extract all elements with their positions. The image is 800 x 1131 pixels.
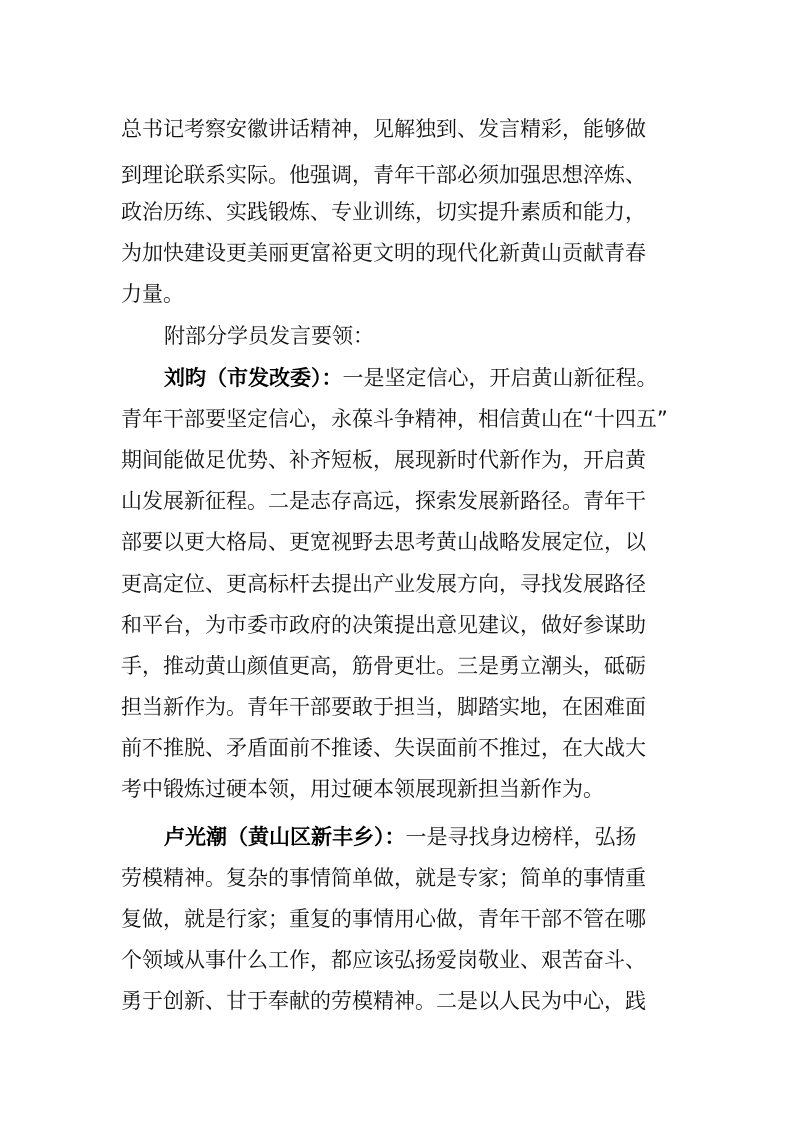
appendix-heading: 附部分学员发言要领： [164,324,374,348]
paragraph-line: 到理论联系实际。他强调，青年干部必须加强思想淬炼、 [121,163,646,187]
speaker-text: 一是寻找身边榜样，弘扬 [405,825,637,849]
paragraph-line: 考中锻炼过硬本领，用过硬本领展现新担当新作为。 [121,777,604,801]
paragraph-line: 担当新作为。青年干部要敢于担当，脚踏实地，在困难面 [121,695,646,719]
speaker-paragraph-first-line [164,366,658,390]
paragraph-line: 总书记考察安徽讲话精神，见解独到、发言精彩，能够做 [121,117,646,141]
speaker-name: 刘昀（市发改委）： [164,366,343,390]
paragraph-line: 和平台，为市委市政府的决策提出意见建议，做好参谋助 [121,613,646,637]
paragraph-line: 前不推脱、矛盾面前不推诿、失误面前不推过，在大战大 [121,736,646,760]
speaker-name: 卢光潮（黄山区新丰乡）： [164,825,406,849]
paragraph-line: 青年干部要坚定信心，永葆斗争精神，相信黄山在“十四五” [121,407,668,431]
paragraph-line: 部要以更大格局、更宽视野去思考黄山战略发展定位，以 [121,530,646,554]
paragraph-line: 期间能做足优势、补齐短板，展现新时代新作为，开启黄 [121,448,646,472]
paragraph-line: 山发展新征程。二是志存高远，探索发展新路径。青年干 [121,489,646,513]
paragraph-line: 个领域从事什么工作，都应该弘扬爱岗敬业、艰苦奋斗、 [121,948,646,972]
paragraph-line: 手，推动黄山颜值更高，筋骨更壮。三是勇立潮头，砥砺 [121,654,646,678]
speaker-text: 一是坚定信心，开启黄山新征程。 [342,366,658,390]
paragraph-line: 复做，就是行家；重复的事情用心做，青年干部不管在哪 [121,907,646,931]
speaker-paragraph-first-line [164,825,637,849]
paragraph-line: 劳模精神。复杂的事情简单做，就是专家；简单的事情重 [121,866,646,890]
paragraph-line: 更高定位、更高标杆去提出产业发展方向，寻找发展路径 [121,572,646,596]
paragraph-line: 勇于创新、甘于奉献的劳模精神。二是以人民为中心，践 [121,989,646,1013]
paragraph-line: 为加快建设更美丽更富裕更文明的现代化新黄山贡献青春 [121,241,646,265]
paragraph-line: 政治历练、实践锻炼、专业训练，切实提升素质和能力， [121,200,646,224]
paragraph-line: 力量。 [121,282,184,306]
